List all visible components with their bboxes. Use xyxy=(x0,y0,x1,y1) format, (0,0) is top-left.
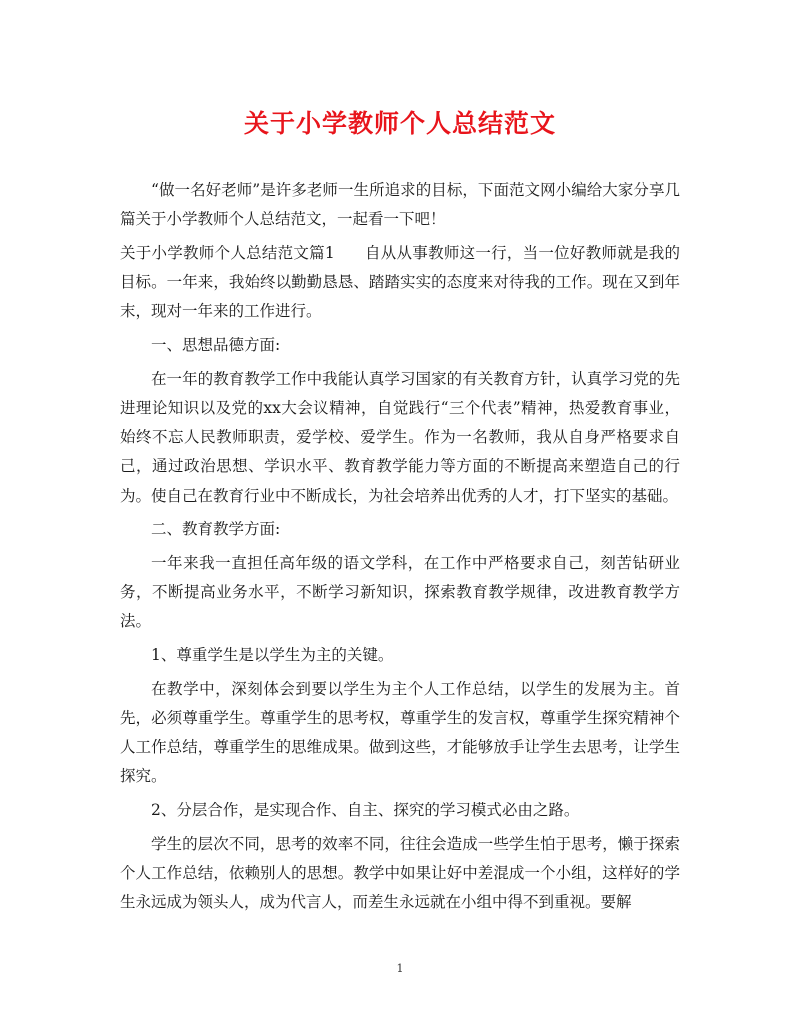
section1-heading: 一、思想品德方面: xyxy=(151,336,281,355)
point2-heading: 2、分层合作，是实现合作、自主、探究的学习模式必由之路。 xyxy=(151,801,580,820)
section1-paragraph: 在一年的教育教学工作中我能认真学习国家的有关教育方针，认真学习党的先进理论知识以及党的xx大会议精神，自觉践行“三个代表”精神，热爱教育事业，始终不忘人民教师职责，爱学校、爱学生。作为一名教师，我从自身严格要求自己，通过政治思想、学识水平、教育教学能力等方面的不断提高来塑造自己的行为。使自己在教育行业中不断成长，为社会培养出优秀的人才，打下坚实的基础。 xyxy=(120,369,680,505)
document-body xyxy=(120,176,680,922)
article-opening-text: 自从从事教师这一行，当一位好教师就是我的目标。一年来，我始终以勤勤恳恳、踏踏实实的态度来对待我的工作。现在又到年末，现对一年来的工作进行。 xyxy=(120,243,680,321)
article-label: 关于小学教师个人总结范文篇1 xyxy=(120,243,335,262)
section2-heading: 二、教育教学方面: xyxy=(151,520,281,539)
article-opening-paragraph xyxy=(120,239,680,327)
intro-paragraph: “做一名好老师”是许多老师一生所追求的目标，下面范文网小编给大家分享几篇关于小学教师个人总结范文，一起看一下吧！ xyxy=(120,181,680,229)
page-number: 1 xyxy=(396,962,404,975)
point1-heading: 1、尊重学生是以学生为主的关键。 xyxy=(151,646,394,665)
section2-paragraph: 一年来我一直担任高年级的语文学科，在工作中严格要求自己，刻苦钻研业务，不断提高业务水平，不断学习新知识，探索教育教学规律，改进教育教学方法。 xyxy=(120,553,680,631)
document-title: 关于小学教师个人总结范文 xyxy=(243,109,556,138)
point1-paragraph: 在教学中，深刻体会到要以学生为主个人工作总结，以学生的发展为主。首先，必须尊重学生。尊重学生的思考权，尊重学生的发言权，尊重学生探究精神个人工作总结，尊重学生的思维成果。做到这些，才能够放手让学生去思考，让学生探究。 xyxy=(120,679,680,786)
point2-paragraph: 学生的层次不同，思考的效率不同，往往会造成一些学生怕于思考，懒于探索个人工作总结，依赖别人的思想。教学中如果让好中差混成一个小组，这样好的学生永远成为领头人，成为代言人，而差生永远就在小组中得不到重视。要解 xyxy=(120,834,680,912)
